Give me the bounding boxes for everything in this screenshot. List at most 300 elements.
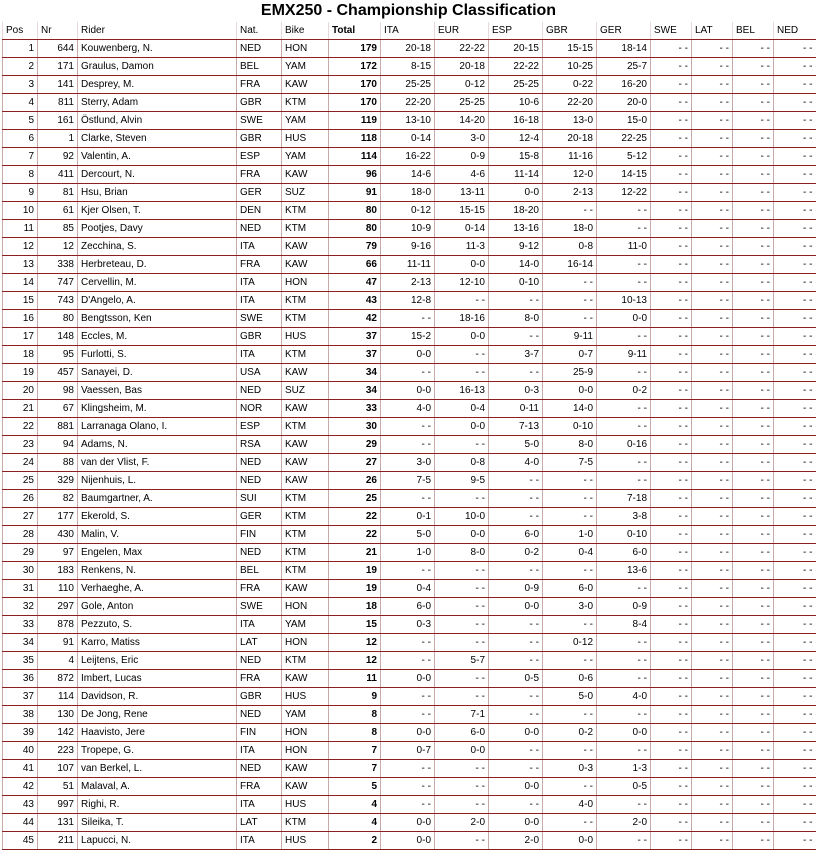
table-row bbox=[3, 832, 816, 850]
score-cell-ned: - - bbox=[774, 832, 816, 850]
bike-cell: SUZ bbox=[282, 382, 329, 400]
score-cell-ned: - - bbox=[774, 454, 816, 472]
score-cell-bel: - - bbox=[733, 724, 774, 742]
score-cell-ned: - - bbox=[774, 364, 816, 382]
score-cell-ita: 0-4 bbox=[381, 580, 435, 598]
score-cell-gbr: 25-9 bbox=[543, 364, 597, 382]
number-cell: 85 bbox=[38, 220, 78, 238]
score-cell-eur: 0-0 bbox=[435, 256, 489, 274]
score-cell-lat: - - bbox=[692, 184, 733, 202]
score-cell-swe: - - bbox=[651, 418, 692, 436]
nationality-cell: ITA bbox=[237, 796, 282, 814]
score-cell-esp: - - bbox=[489, 616, 543, 634]
score-cell-swe: - - bbox=[651, 742, 692, 760]
rider-cell: Pootjes, Davy bbox=[78, 220, 237, 238]
score-cell-gbr: 7-5 bbox=[543, 454, 597, 472]
bike-cell: KTM bbox=[282, 544, 329, 562]
score-cell-ita: 0-0 bbox=[381, 724, 435, 742]
score-cell-esp: 14-0 bbox=[489, 256, 543, 274]
nationality-cell: USA bbox=[237, 364, 282, 382]
score-cell-gbr: 8-0 bbox=[543, 436, 597, 454]
score-cell-esp: 8-0 bbox=[489, 310, 543, 328]
score-cell-lat: - - bbox=[692, 328, 733, 346]
score-cell-bel: - - bbox=[733, 310, 774, 328]
bike-cell: KAW bbox=[282, 364, 329, 382]
score-cell-esp: - - bbox=[489, 490, 543, 508]
score-cell-ita: 0-14 bbox=[381, 130, 435, 148]
number-cell: 97 bbox=[38, 544, 78, 562]
score-cell-swe: - - bbox=[651, 112, 692, 130]
score-cell-eur: 8-0 bbox=[435, 544, 489, 562]
score-cell-lat: - - bbox=[692, 706, 733, 724]
table-row bbox=[3, 274, 816, 292]
score-cell-bel: - - bbox=[733, 58, 774, 76]
nationality-cell: NED bbox=[237, 40, 282, 58]
score-cell-lat: - - bbox=[692, 670, 733, 688]
rider-cell: Lapucci, N. bbox=[78, 832, 237, 850]
rider-cell: Bengtsson, Ken bbox=[78, 310, 237, 328]
table-row bbox=[3, 472, 816, 490]
score-cell-bel: - - bbox=[733, 382, 774, 400]
score-cell-swe: - - bbox=[651, 706, 692, 724]
score-cell-eur: - - bbox=[435, 832, 489, 850]
table-row bbox=[3, 454, 816, 472]
total-cell: 43 bbox=[329, 292, 381, 310]
table-row bbox=[3, 328, 816, 346]
score-cell-gbr: - - bbox=[543, 742, 597, 760]
rider-cell: Imbert, Lucas bbox=[78, 670, 237, 688]
score-cell-ger: 12-22 bbox=[597, 184, 651, 202]
pos-cell: 33 bbox=[3, 616, 38, 634]
column-header-ned: NED bbox=[774, 22, 816, 40]
total-cell: 11 bbox=[329, 670, 381, 688]
total-cell: 7 bbox=[329, 760, 381, 778]
score-cell-gbr: 0-22 bbox=[543, 76, 597, 94]
score-cell-esp: 4-0 bbox=[489, 454, 543, 472]
bike-cell: KAW bbox=[282, 472, 329, 490]
total-cell: 4 bbox=[329, 796, 381, 814]
score-cell-gbr: 9-11 bbox=[543, 328, 597, 346]
score-cell-swe: - - bbox=[651, 454, 692, 472]
score-cell-ger: - - bbox=[597, 256, 651, 274]
score-cell-ger: 15-0 bbox=[597, 112, 651, 130]
score-cell-ita: 7-5 bbox=[381, 472, 435, 490]
column-header-pos: Pos bbox=[3, 22, 38, 40]
score-cell-bel: - - bbox=[733, 292, 774, 310]
score-cell-ita: 8-15 bbox=[381, 58, 435, 76]
number-cell: 878 bbox=[38, 616, 78, 634]
score-cell-esp: - - bbox=[489, 472, 543, 490]
score-cell-swe: - - bbox=[651, 760, 692, 778]
score-cell-gbr: - - bbox=[543, 652, 597, 670]
column-header-lat: LAT bbox=[692, 22, 733, 40]
column-header-bel: BEL bbox=[733, 22, 774, 40]
column-header-nr: Nr bbox=[38, 22, 78, 40]
score-cell-gbr: - - bbox=[543, 310, 597, 328]
table-row bbox=[3, 112, 816, 130]
score-cell-ita: 3-0 bbox=[381, 454, 435, 472]
score-cell-swe: - - bbox=[651, 220, 692, 238]
table-row bbox=[3, 40, 816, 58]
score-cell-ned: - - bbox=[774, 400, 816, 418]
score-cell-bel: - - bbox=[733, 184, 774, 202]
score-cell-eur: - - bbox=[435, 364, 489, 382]
score-cell-bel: - - bbox=[733, 778, 774, 796]
pos-cell: 28 bbox=[3, 526, 38, 544]
score-cell-ned: - - bbox=[774, 472, 816, 490]
score-cell-eur: 0-4 bbox=[435, 400, 489, 418]
bike-cell: KAW bbox=[282, 166, 329, 184]
nationality-cell: FIN bbox=[237, 724, 282, 742]
nationality-cell: FRA bbox=[237, 76, 282, 94]
bike-cell: KTM bbox=[282, 814, 329, 832]
score-cell-swe: - - bbox=[651, 310, 692, 328]
score-cell-eur: 20-18 bbox=[435, 58, 489, 76]
nationality-cell: GBR bbox=[237, 130, 282, 148]
column-header-ita: ITA bbox=[381, 22, 435, 40]
bike-cell: YAM bbox=[282, 58, 329, 76]
score-cell-gbr: - - bbox=[543, 616, 597, 634]
score-cell-gbr: - - bbox=[543, 202, 597, 220]
score-cell-eur: - - bbox=[435, 580, 489, 598]
score-cell-ger: 0-0 bbox=[597, 724, 651, 742]
score-cell-swe: - - bbox=[651, 472, 692, 490]
score-cell-ned: - - bbox=[774, 652, 816, 670]
pos-cell: 13 bbox=[3, 256, 38, 274]
nationality-cell: ESP bbox=[237, 418, 282, 436]
table-row bbox=[3, 94, 816, 112]
number-cell: 142 bbox=[38, 724, 78, 742]
table-row bbox=[3, 724, 816, 742]
score-cell-gbr: - - bbox=[543, 706, 597, 724]
number-cell: 997 bbox=[38, 796, 78, 814]
number-cell: 811 bbox=[38, 94, 78, 112]
rider-cell: Kjer Olsen, T. bbox=[78, 202, 237, 220]
score-cell-bel: - - bbox=[733, 652, 774, 670]
score-cell-ita: - - bbox=[381, 310, 435, 328]
score-cell-eur: 22-22 bbox=[435, 40, 489, 58]
score-cell-swe: - - bbox=[651, 58, 692, 76]
total-cell: 26 bbox=[329, 472, 381, 490]
score-cell-eur: - - bbox=[435, 634, 489, 652]
score-cell-gbr: - - bbox=[543, 292, 597, 310]
bike-cell: YAM bbox=[282, 616, 329, 634]
bike-cell: YAM bbox=[282, 148, 329, 166]
score-cell-lat: - - bbox=[692, 40, 733, 58]
total-cell: 119 bbox=[329, 112, 381, 130]
score-cell-eur: - - bbox=[435, 616, 489, 634]
table-row bbox=[3, 184, 816, 202]
score-cell-ita: - - bbox=[381, 562, 435, 580]
pos-cell: 8 bbox=[3, 166, 38, 184]
bike-cell: KTM bbox=[282, 346, 329, 364]
score-cell-lat: - - bbox=[692, 616, 733, 634]
bike-cell: HUS bbox=[282, 130, 329, 148]
score-cell-ned: - - bbox=[774, 706, 816, 724]
pos-cell: 32 bbox=[3, 598, 38, 616]
number-cell: 329 bbox=[38, 472, 78, 490]
rider-cell: Clarke, Steven bbox=[78, 130, 237, 148]
score-cell-bel: - - bbox=[733, 220, 774, 238]
score-cell-ger: - - bbox=[597, 274, 651, 292]
table-row bbox=[3, 58, 816, 76]
pos-cell: 17 bbox=[3, 328, 38, 346]
bike-cell: KTM bbox=[282, 526, 329, 544]
score-cell-bel: - - bbox=[733, 490, 774, 508]
score-cell-ger: 10-13 bbox=[597, 292, 651, 310]
nationality-cell: ITA bbox=[237, 616, 282, 634]
table-row bbox=[3, 346, 816, 364]
score-cell-bel: - - bbox=[733, 364, 774, 382]
score-cell-gbr: 20-18 bbox=[543, 130, 597, 148]
score-cell-lat: - - bbox=[692, 562, 733, 580]
score-cell-lat: - - bbox=[692, 742, 733, 760]
bike-cell: KTM bbox=[282, 652, 329, 670]
number-cell: 4 bbox=[38, 652, 78, 670]
nationality-cell: FIN bbox=[237, 526, 282, 544]
score-cell-lat: - - bbox=[692, 274, 733, 292]
rider-cell: Desprey, M. bbox=[78, 76, 237, 94]
score-cell-ita: 22-20 bbox=[381, 94, 435, 112]
score-cell-swe: - - bbox=[651, 508, 692, 526]
column-header-nat: Nat. bbox=[237, 22, 282, 40]
score-cell-ned: - - bbox=[774, 688, 816, 706]
score-cell-ned: - - bbox=[774, 778, 816, 796]
total-cell: 91 bbox=[329, 184, 381, 202]
table-row bbox=[3, 490, 816, 508]
score-cell-ita: 11-11 bbox=[381, 256, 435, 274]
number-cell: 338 bbox=[38, 256, 78, 274]
total-cell: 96 bbox=[329, 166, 381, 184]
nationality-cell: FRA bbox=[237, 166, 282, 184]
nationality-cell: ITA bbox=[237, 238, 282, 256]
score-cell-eur: - - bbox=[435, 346, 489, 364]
bike-cell: YAM bbox=[282, 112, 329, 130]
score-cell-swe: - - bbox=[651, 652, 692, 670]
nationality-cell: SWE bbox=[237, 310, 282, 328]
number-cell: 88 bbox=[38, 454, 78, 472]
score-cell-ger: 25-7 bbox=[597, 58, 651, 76]
score-cell-gbr: 22-20 bbox=[543, 94, 597, 112]
nationality-cell: LAT bbox=[237, 814, 282, 832]
nationality-cell: ITA bbox=[237, 832, 282, 850]
rider-cell: Östlund, Alvin bbox=[78, 112, 237, 130]
total-cell: 29 bbox=[329, 436, 381, 454]
total-cell: 15 bbox=[329, 616, 381, 634]
table-body bbox=[3, 40, 816, 850]
pos-cell: 35 bbox=[3, 652, 38, 670]
score-cell-ita: - - bbox=[381, 760, 435, 778]
score-cell-bel: - - bbox=[733, 328, 774, 346]
bike-cell: KAW bbox=[282, 670, 329, 688]
score-cell-lat: - - bbox=[692, 724, 733, 742]
total-cell: 79 bbox=[329, 238, 381, 256]
bike-cell: KTM bbox=[282, 562, 329, 580]
score-cell-ger: 5-12 bbox=[597, 148, 651, 166]
score-cell-esp: - - bbox=[489, 760, 543, 778]
score-cell-esp: - - bbox=[489, 706, 543, 724]
number-cell: 183 bbox=[38, 562, 78, 580]
table-row bbox=[3, 418, 816, 436]
score-cell-lat: - - bbox=[692, 130, 733, 148]
rider-cell: Eccles, M. bbox=[78, 328, 237, 346]
classification-table bbox=[2, 22, 816, 850]
total-cell: 30 bbox=[329, 418, 381, 436]
pos-cell: 5 bbox=[3, 112, 38, 130]
score-cell-bel: - - bbox=[733, 472, 774, 490]
score-cell-swe: - - bbox=[651, 562, 692, 580]
score-cell-ita: 9-16 bbox=[381, 238, 435, 256]
pos-cell: 26 bbox=[3, 490, 38, 508]
pos-cell: 16 bbox=[3, 310, 38, 328]
score-cell-swe: - - bbox=[651, 436, 692, 454]
number-cell: 457 bbox=[38, 364, 78, 382]
score-cell-lat: - - bbox=[692, 346, 733, 364]
nationality-cell: NOR bbox=[237, 400, 282, 418]
score-cell-eur: 10-0 bbox=[435, 508, 489, 526]
column-header-bike: Bike bbox=[282, 22, 329, 40]
score-cell-eur: - - bbox=[435, 292, 489, 310]
number-cell: 82 bbox=[38, 490, 78, 508]
total-cell: 80 bbox=[329, 220, 381, 238]
pos-cell: 22 bbox=[3, 418, 38, 436]
score-cell-esp: 0-3 bbox=[489, 382, 543, 400]
score-cell-ger: 2-0 bbox=[597, 814, 651, 832]
score-cell-lat: - - bbox=[692, 166, 733, 184]
number-cell: 161 bbox=[38, 112, 78, 130]
score-cell-gbr: 0-0 bbox=[543, 382, 597, 400]
score-cell-ger: - - bbox=[597, 472, 651, 490]
score-cell-bel: - - bbox=[733, 418, 774, 436]
number-cell: 81 bbox=[38, 184, 78, 202]
number-cell: 51 bbox=[38, 778, 78, 796]
score-cell-eur: 15-15 bbox=[435, 202, 489, 220]
rider-cell: Renkens, N. bbox=[78, 562, 237, 580]
score-cell-lat: - - bbox=[692, 292, 733, 310]
nationality-cell: DEN bbox=[237, 202, 282, 220]
score-cell-esp: - - bbox=[489, 634, 543, 652]
score-cell-esp: - - bbox=[489, 742, 543, 760]
table-row bbox=[3, 364, 816, 382]
score-cell-bel: - - bbox=[733, 166, 774, 184]
table-row bbox=[3, 400, 816, 418]
score-cell-swe: - - bbox=[651, 544, 692, 562]
nationality-cell: ITA bbox=[237, 742, 282, 760]
bike-cell: KTM bbox=[282, 292, 329, 310]
pos-cell: 11 bbox=[3, 220, 38, 238]
score-cell-esp: 0-0 bbox=[489, 814, 543, 832]
score-cell-ger: - - bbox=[597, 418, 651, 436]
score-cell-ger: - - bbox=[597, 832, 651, 850]
score-cell-lat: - - bbox=[692, 598, 733, 616]
bike-cell: KAW bbox=[282, 436, 329, 454]
pos-cell: 42 bbox=[3, 778, 38, 796]
rider-cell: Klingsheim, M. bbox=[78, 400, 237, 418]
bike-cell: HUS bbox=[282, 328, 329, 346]
table-row bbox=[3, 742, 816, 760]
score-cell-ita: 14-6 bbox=[381, 166, 435, 184]
score-cell-ita: 0-1 bbox=[381, 508, 435, 526]
score-cell-ger: 9-11 bbox=[597, 346, 651, 364]
score-cell-ned: - - bbox=[774, 238, 816, 256]
rider-cell: Zecchina, S. bbox=[78, 238, 237, 256]
score-cell-ita: 18-0 bbox=[381, 184, 435, 202]
number-cell: 411 bbox=[38, 166, 78, 184]
score-cell-ned: - - bbox=[774, 580, 816, 598]
table-row bbox=[3, 580, 816, 598]
number-cell: 872 bbox=[38, 670, 78, 688]
score-cell-gbr: 11-16 bbox=[543, 148, 597, 166]
score-cell-ger: 0-9 bbox=[597, 598, 651, 616]
score-cell-ned: - - bbox=[774, 508, 816, 526]
score-cell-ita: 0-0 bbox=[381, 814, 435, 832]
total-cell: 27 bbox=[329, 454, 381, 472]
nationality-cell: GER bbox=[237, 508, 282, 526]
bike-cell: KAW bbox=[282, 454, 329, 472]
score-cell-bel: - - bbox=[733, 436, 774, 454]
score-cell-esp: 25-25 bbox=[489, 76, 543, 94]
column-header-eur: EUR bbox=[435, 22, 489, 40]
score-cell-swe: - - bbox=[651, 796, 692, 814]
score-cell-ger: - - bbox=[597, 364, 651, 382]
score-cell-esp: 0-0 bbox=[489, 724, 543, 742]
score-cell-esp: 0-9 bbox=[489, 580, 543, 598]
score-cell-gbr: 13-0 bbox=[543, 112, 597, 130]
score-cell-swe: - - bbox=[651, 166, 692, 184]
rider-cell: Herbreteau, D. bbox=[78, 256, 237, 274]
score-cell-lat: - - bbox=[692, 76, 733, 94]
score-cell-bel: - - bbox=[733, 562, 774, 580]
score-cell-ned: - - bbox=[774, 796, 816, 814]
score-cell-lat: - - bbox=[692, 832, 733, 850]
total-cell: 25 bbox=[329, 490, 381, 508]
score-cell-esp: - - bbox=[489, 292, 543, 310]
rider-cell: Haavisto, Jere bbox=[78, 724, 237, 742]
nationality-cell: NED bbox=[237, 760, 282, 778]
score-cell-lat: - - bbox=[692, 94, 733, 112]
score-cell-esp: 6-0 bbox=[489, 526, 543, 544]
score-cell-bel: - - bbox=[733, 76, 774, 94]
score-cell-gbr: 6-0 bbox=[543, 580, 597, 598]
score-cell-ita: - - bbox=[381, 364, 435, 382]
nationality-cell: NED bbox=[237, 706, 282, 724]
score-cell-esp: 12-4 bbox=[489, 130, 543, 148]
score-cell-esp: 11-14 bbox=[489, 166, 543, 184]
score-cell-esp: 9-12 bbox=[489, 238, 543, 256]
total-cell: 37 bbox=[329, 346, 381, 364]
score-cell-ger: 1-3 bbox=[597, 760, 651, 778]
score-cell-eur: 2-0 bbox=[435, 814, 489, 832]
score-cell-eur: - - bbox=[435, 796, 489, 814]
score-cell-swe: - - bbox=[651, 616, 692, 634]
number-cell: 747 bbox=[38, 274, 78, 292]
number-cell: 92 bbox=[38, 148, 78, 166]
number-cell: 644 bbox=[38, 40, 78, 58]
total-cell: 170 bbox=[329, 76, 381, 94]
score-cell-ita: - - bbox=[381, 778, 435, 796]
score-cell-esp: 0-11 bbox=[489, 400, 543, 418]
score-cell-esp: 10-6 bbox=[489, 94, 543, 112]
score-cell-ned: - - bbox=[774, 436, 816, 454]
number-cell: 110 bbox=[38, 580, 78, 598]
score-cell-eur: 5-7 bbox=[435, 652, 489, 670]
rider-cell: Engelen, Max bbox=[78, 544, 237, 562]
score-cell-lat: - - bbox=[692, 472, 733, 490]
score-cell-ger: - - bbox=[597, 706, 651, 724]
pos-cell: 40 bbox=[3, 742, 38, 760]
rider-cell: D'Angelo, A. bbox=[78, 292, 237, 310]
nationality-cell: SUI bbox=[237, 490, 282, 508]
